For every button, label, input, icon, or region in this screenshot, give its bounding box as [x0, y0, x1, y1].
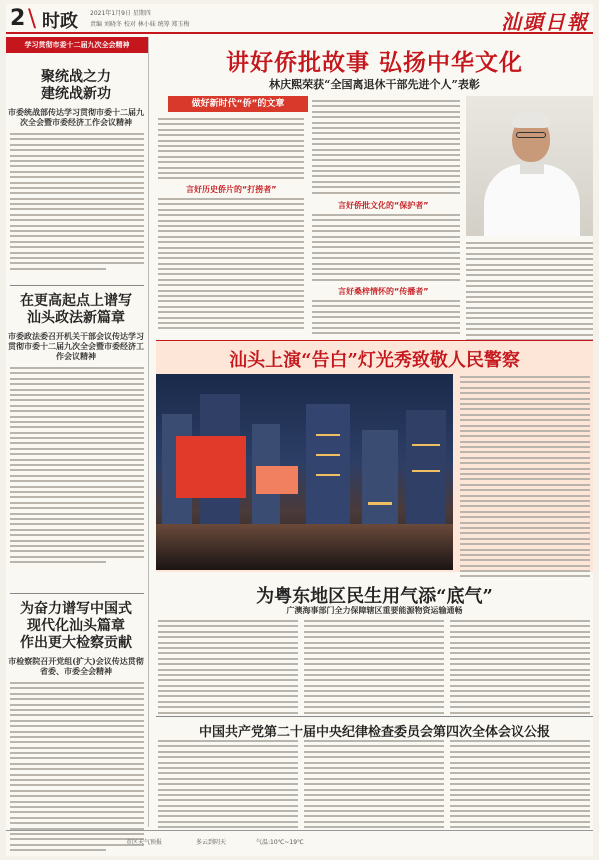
dateline: 2021年1月9日 星期四	[90, 10, 151, 17]
bottom-headline: 中国共产党第二十届中央纪律检查委员会第四次全体会议公报	[156, 716, 593, 740]
subsection-heading: 言好历史侨片的“打捞者”	[186, 185, 277, 194]
footer-bar	[6, 830, 593, 856]
body-text-lines	[6, 367, 146, 563]
left-story-subhead: 市委政法委召开机关干部会议传达学习贯彻市委十二届九次全会暨市委经济工作会议精神	[8, 331, 144, 361]
body-text-lines	[460, 376, 590, 581]
subsection-heading: 言好侨批文化的“保护者”	[338, 201, 429, 210]
story-divider	[10, 285, 144, 286]
body-text-lines	[312, 100, 460, 197]
footer-weather-label: 市区天气预报	[126, 839, 163, 846]
body-text-lines	[158, 198, 304, 333]
lead-headline: 讲好侨批故事 弘扬中华文化	[225, 49, 523, 76]
lead-tag: 做好新时代“侨”的文章	[168, 96, 308, 112]
body-text-lines	[158, 118, 304, 183]
page-number: 2	[10, 6, 26, 31]
night-skyline-photo	[156, 374, 453, 570]
lower-subhead: 广澳海事部门全力保障辖区重要能源物资运输通畅	[286, 605, 463, 615]
body-text-lines	[312, 214, 460, 284]
newspaper-page	[6, 4, 593, 856]
story-divider	[10, 593, 144, 594]
body-text-lines	[304, 740, 444, 832]
body-text-lines	[6, 682, 146, 851]
left-column	[6, 37, 149, 827]
editors-line: 责编 刘晓冬 校对 林小妹 统筹 郑玉梅	[90, 21, 190, 28]
lead-subhead: 林庆熙荣获“全国离退休干部先进个人”表彰	[269, 78, 480, 91]
left-story-2	[6, 293, 146, 566]
section-divider-mark: \	[28, 4, 37, 32]
feature-headline: 汕头上演“告白”灯光秀致敬人民警察	[229, 350, 520, 371]
left-story-3	[6, 601, 146, 855]
column-head: 学习贯彻市委十二届九次全会精神	[6, 37, 148, 53]
left-story-headline: 聚统战之力 建统战新功	[41, 69, 111, 102]
newspaper-logo: 汕頭日報	[501, 10, 589, 34]
left-story-headline: 在更高起点上谱写 汕头政法新篇章	[20, 293, 132, 326]
body-text-lines	[158, 620, 298, 717]
body-text-lines	[312, 300, 460, 338]
left-story-subhead: 市委统战部传达学习贯彻市委十二届九次全会暨市委经济工作会议精神	[8, 107, 144, 127]
footer-weather-desc: 多云到阴天	[196, 839, 227, 846]
masthead	[6, 4, 593, 34]
section-title: 时政	[42, 11, 78, 32]
body-text-lines	[158, 740, 298, 832]
left-story-headline: 为奋力谱写中国式 现代化汕头篇章 作出更大检察贡献	[20, 601, 132, 651]
body-text-lines	[450, 740, 590, 832]
subsection-heading: 言好桑梓情怀的“传播者”	[338, 287, 429, 296]
portrait-photo	[466, 96, 593, 236]
left-story-1	[6, 69, 146, 273]
left-story-subhead: 市检察院召开党组(扩大)会议传达贯彻省委、市委全会精神	[8, 656, 144, 676]
body-text-lines	[304, 620, 444, 717]
body-text-lines	[466, 242, 593, 355]
body-text-lines	[6, 133, 146, 270]
body-text-lines	[450, 620, 590, 717]
footer-temperature: 气温:10℃~19℃	[256, 839, 304, 846]
lower-headline: 为粤东地区民生用气添“底气”	[256, 586, 493, 607]
